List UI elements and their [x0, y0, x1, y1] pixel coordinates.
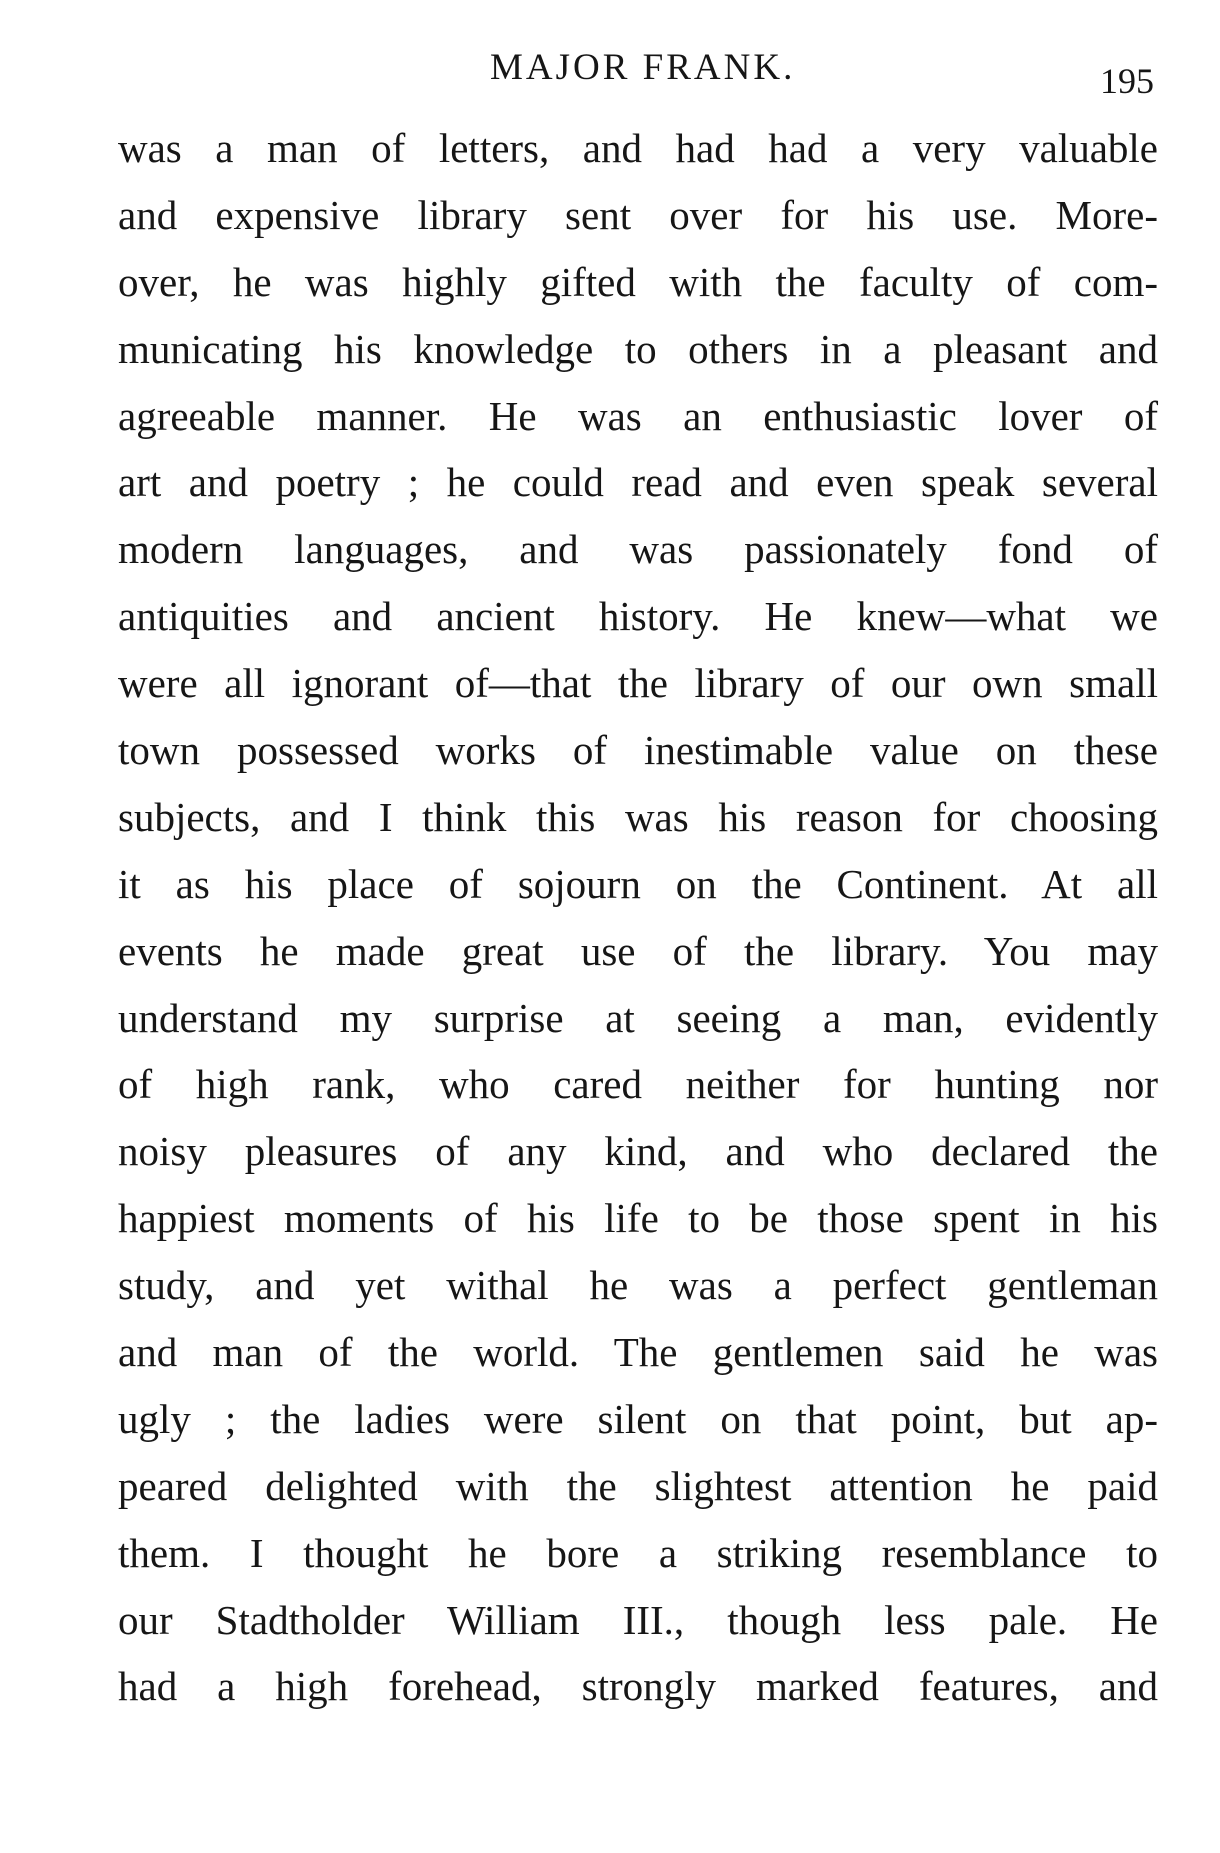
text-line: art and poetry ; he could read and even speak several: [118, 459, 1158, 506]
text-line: agreeable manner. He was an enthusiastic lover of: [118, 392, 1158, 439]
text-line: modern languages, and was passionately fond of: [118, 526, 1158, 573]
text-line: antiquities and ancient history. He knew—what we: [118, 593, 1158, 640]
text-line: our Stadtholder William III., though less pale. He: [118, 1596, 1158, 1643]
text-line: had a high forehead, strongly marked features, and: [118, 1663, 1158, 1710]
text-line: understand my surprise at seeing a man, evidently: [118, 994, 1158, 1041]
text-line: them. I thought he bore a striking resemblance to: [118, 1529, 1158, 1576]
text-line: subjects, and I think this was his reason for choosing: [118, 793, 1158, 840]
text-line: peared delighted with the slightest attention he paid: [118, 1462, 1158, 1509]
text-line: over, he was highly gifted with the faculty of com-: [118, 258, 1158, 305]
text-line: and expensive library sent over for his use. More-: [118, 191, 1158, 238]
text-line: events he made great use of the library. You may: [118, 927, 1158, 974]
text-line: was a man of letters, and had had a very valuable: [118, 125, 1158, 171]
running-head: [0, 40, 1220, 100]
text-line: municating his knowledge to others in a pleasant and: [118, 325, 1158, 372]
text-line: study, and yet withal he was a perfect gentleman: [118, 1262, 1158, 1309]
text-line: noisy pleasures of any kind, and who declared the: [118, 1128, 1158, 1175]
text-line: town possessed works of inestimable value on these: [118, 727, 1158, 774]
text-line: of high rank, who cared neither for hunting nor: [118, 1061, 1158, 1108]
page-number: 195: [1100, 61, 1154, 101]
text-line: happiest moments of his life to be those spent in his: [118, 1195, 1158, 1242]
running-head-title: MAJOR FRANK.: [490, 47, 796, 88]
text-line: it as his place of sojourn on the Continent. At all: [118, 860, 1158, 907]
text-line: ugly ; the ladies were silent on that point, but ap-: [118, 1395, 1158, 1442]
text-line: were all ignorant of—that the library of our own small: [118, 660, 1158, 707]
body-text: [118, 115, 1158, 1775]
text-line: and man of the world. The gentlemen said he was: [118, 1329, 1158, 1376]
